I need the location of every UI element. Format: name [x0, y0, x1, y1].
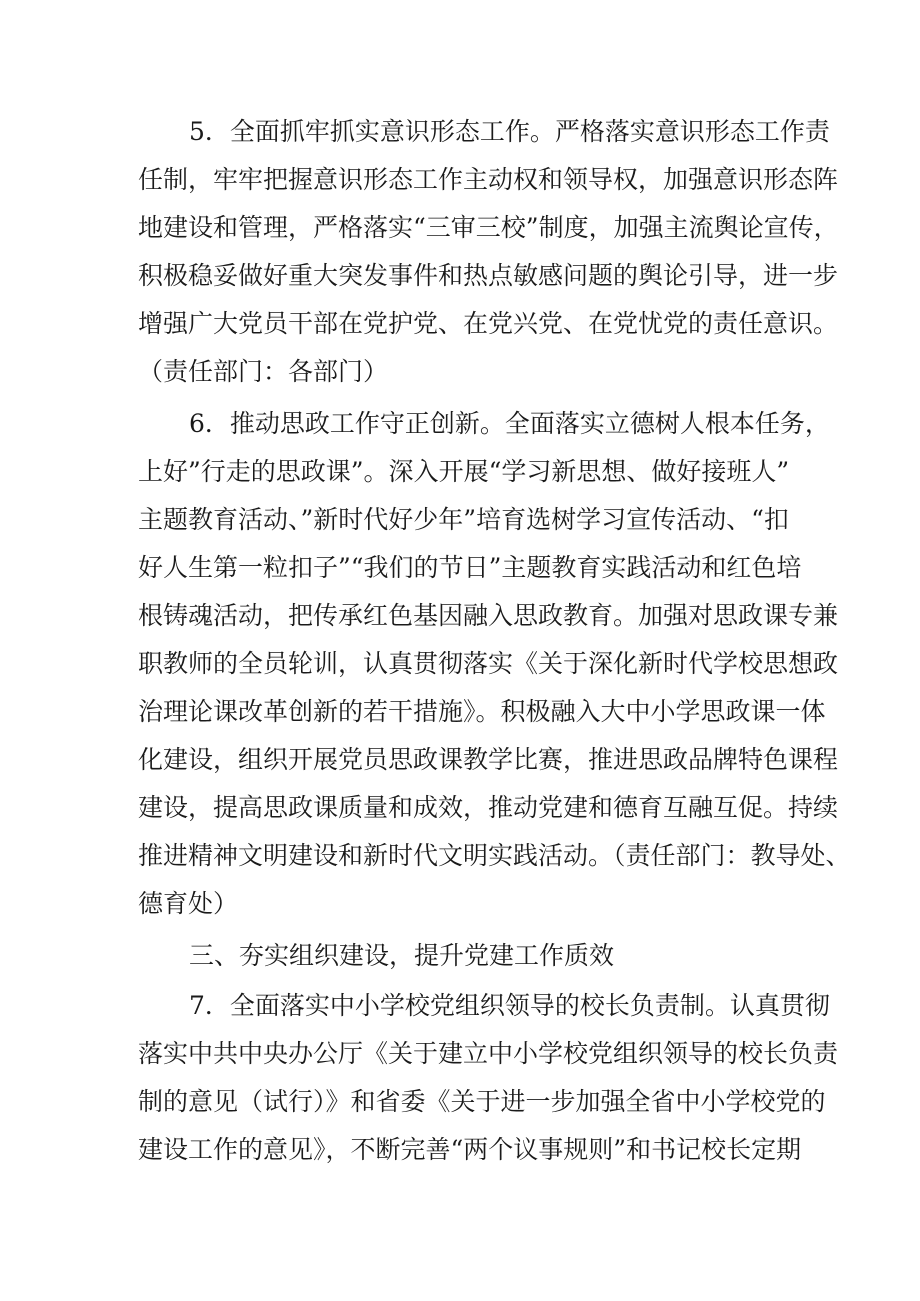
responsible-dept-note: （责任部门：各部门）: [138, 357, 389, 386]
paragraph-6-line: 主题教育活动、”新时代好少年”培育选树学习宣传活动、“扣: [138, 505, 789, 534]
paragraph-6-line: 根铸魂活动，把传承红色基因融入思政教育。加强对思政课专兼: [138, 601, 839, 630]
paragraph-7-line: 建设工作的意见》，不断完善“两个议事规则”和书记校长定期: [138, 1135, 802, 1164]
paragraph-7-line: 落实中共中央办公厅《关于建立中小学校党组织领导的校长负责: [138, 1039, 839, 1068]
paragraph-6-line: 推进精神文明建设和新时代文明实践活动。（责任部门：教导处、: [138, 841, 851, 870]
paragraph-6-line: 化建设，组织开展党员思政课教学比赛，推进思政品牌特色课程: [138, 745, 839, 774]
paragraph-7-line: 制的意见（试行）》和省委《关于进一步加强全省中小学校党的: [138, 1087, 826, 1116]
paragraph-5-line: 增强广大党员干部在党护党、在党兴党、在党忧党的责任意识。: [138, 309, 839, 338]
paragraph-6-line: 职教师的全员轮训，认真贯彻落实《关于深化新时代学校思想政: [138, 649, 839, 678]
paragraph-6-line: 上好”行走的思政课”。深入开展“学习新思想、做好接班人”: [138, 457, 790, 486]
paragraph-6-line: 德育处）: [138, 889, 239, 918]
section-heading: 三、夯实组织建设，提升党建工作质效: [189, 941, 615, 970]
paragraph-5-line: 地建设和管理，严格落实“三审三校”制度，加强主流舆论宣传，: [138, 213, 839, 242]
paragraph-5-line: 5．全面抓牢抓实意识形态工作。严格落实意识形态工作责: [189, 117, 830, 146]
paragraph-6-line: 6．推动思政工作守正创新。全面落实立德树人根本任务，: [189, 409, 830, 438]
paragraph-5-line: 任制，牢牢把握意识形态工作主动权和领导权，加强意识形态阵: [138, 165, 839, 194]
paragraph-5-line: 积极稳妥做好重大突发事件和热点敏感问题的舆论引导，进一步: [138, 261, 839, 290]
paragraph-6-line: 建设，提高思政课质量和成效，推动党建和德育互融互促。持续: [138, 793, 839, 822]
paragraph-6-line: 好人生第一粒扣子”“我们的节日”主题教育实践活动和红色培: [138, 553, 802, 582]
paragraph-7-line: 7．全面落实中小学校党组织领导的校长负责制。认真贯彻: [189, 991, 830, 1020]
paragraph-6-line: 治理论课改革创新的若干措施》。积极融入大中小学思政课一体: [138, 697, 826, 726]
